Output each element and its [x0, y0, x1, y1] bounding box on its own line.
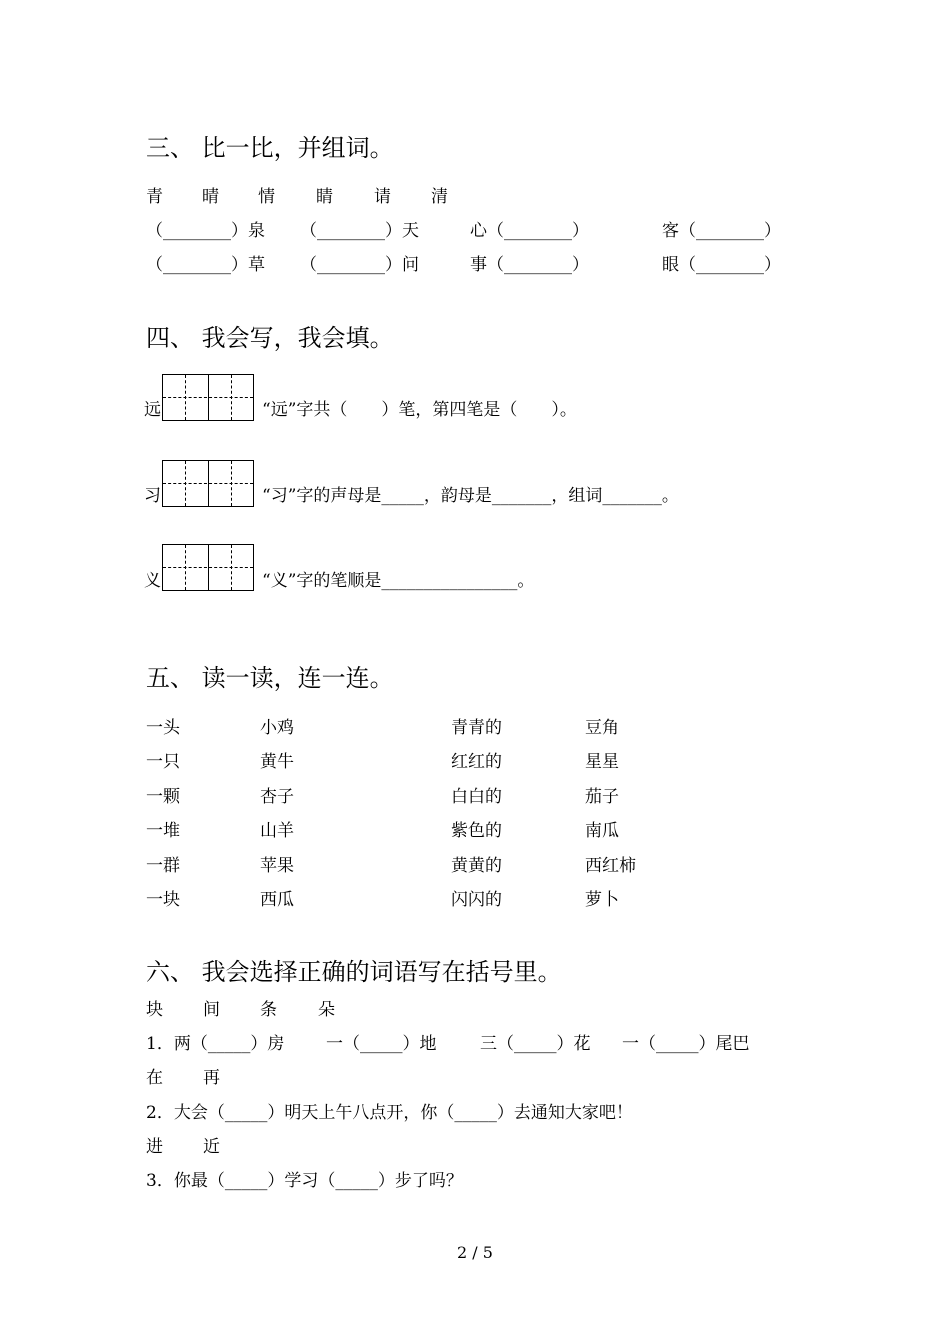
- page-number: 2 / 5: [457, 1243, 493, 1262]
- writing-grid: [162, 544, 254, 591]
- match-item: 白白的: [451, 787, 502, 807]
- option-word: 再: [203, 1068, 220, 1088]
- match-item: 闪闪的: [451, 890, 502, 910]
- writing-grid: [162, 460, 254, 507]
- fill-question: 一（_____）地: [326, 1034, 437, 1054]
- match-item: 红红的: [451, 752, 502, 772]
- match-item: 小鸡: [260, 718, 294, 738]
- match-item: 黄牛: [260, 752, 294, 772]
- word-blank: （________）天: [300, 221, 419, 241]
- char-list-item: 情: [258, 187, 275, 207]
- option-word: 块: [146, 1000, 163, 1020]
- match-item: 黄黄的: [451, 856, 502, 876]
- match-item: 茄子: [585, 787, 619, 807]
- word-blank: 事（________）: [470, 255, 589, 275]
- match-item: 紫色的: [451, 821, 502, 841]
- section3-title: 三、 比一比，并组词。: [146, 134, 394, 162]
- option-word: 近: [203, 1137, 220, 1157]
- match-item: 南瓜: [585, 821, 619, 841]
- char-list-item: 睛: [316, 187, 333, 207]
- fill-question: 三（_____）花: [480, 1034, 591, 1054]
- char-list-item: 请: [374, 187, 391, 207]
- section6-title: 六、 我会选择正确的词语写在括号里。: [146, 958, 562, 986]
- practice-question: “义”字的笔顺是________________。: [262, 571, 535, 591]
- section5-title: 五、 读一读，连一连。: [146, 664, 394, 692]
- char-list-item: 青: [146, 187, 163, 207]
- word-blank: （________）问: [300, 255, 419, 275]
- match-item: 西红柿: [585, 856, 636, 876]
- match-item: 一堆: [146, 821, 180, 841]
- option-word: 条: [260, 1000, 277, 1020]
- practice-question: “习”字的声母是_____，韵母是_______，组词_______。: [262, 486, 679, 506]
- match-item: 西瓜: [260, 890, 294, 910]
- word-blank: 客（________）: [662, 221, 781, 241]
- match-item: 一头: [146, 718, 180, 738]
- option-word: 在: [146, 1068, 163, 1088]
- writing-grid: [162, 374, 254, 421]
- match-item: 萝卜: [585, 890, 619, 910]
- fill-question: 一（_____）尾巴: [622, 1034, 750, 1054]
- practice-char: 义: [144, 571, 161, 591]
- fill-question: 1．两（_____）房: [146, 1034, 285, 1054]
- match-item: 一块: [146, 890, 180, 910]
- match-item: 青青的: [451, 718, 502, 738]
- match-item: 豆角: [585, 718, 619, 738]
- word-blank: （________）泉: [146, 221, 265, 241]
- section4-title: 四、 我会写，我会填。: [146, 324, 394, 352]
- match-item: 一只: [146, 752, 180, 772]
- match-item: 杏子: [260, 787, 294, 807]
- word-blank: （________）草: [146, 255, 265, 275]
- match-item: 山羊: [260, 821, 294, 841]
- practice-char: 习: [144, 486, 161, 506]
- word-blank: 眼（________）: [662, 255, 781, 275]
- practice-question: “远”字共（ ）笔，第四笔是（ ）。: [262, 400, 577, 420]
- option-word: 进: [146, 1137, 163, 1157]
- char-list-item: 晴: [202, 187, 219, 207]
- match-item: 一颗: [146, 787, 180, 807]
- option-word: 朵: [318, 1000, 335, 1020]
- fill-question: 2．大会（_____）明天上午八点开，你（_____）去通知大家吧！: [146, 1103, 633, 1123]
- match-item: 一群: [146, 856, 180, 876]
- char-list-item: 清: [431, 187, 448, 207]
- fill-question: 3．你最（_____）学习（_____）步了吗？: [146, 1171, 463, 1191]
- match-item: 苹果: [260, 856, 294, 876]
- match-item: 星星: [585, 752, 619, 772]
- option-word: 间: [203, 1000, 220, 1020]
- practice-char: 远: [144, 400, 161, 420]
- word-blank: 心（________）: [470, 221, 589, 241]
